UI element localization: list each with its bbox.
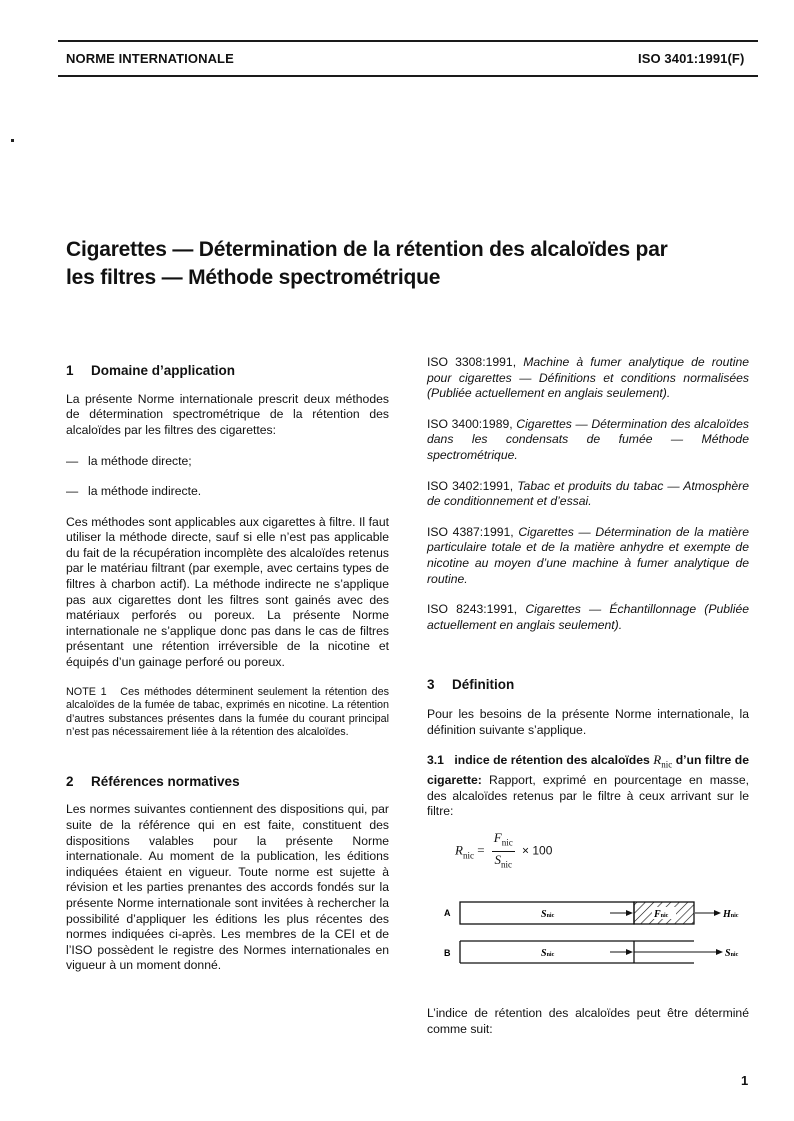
formula-lhs: R [455, 842, 463, 858]
filter-diagram [440, 895, 760, 967]
reference-item [427, 479, 749, 510]
header-standard-number: ISO 3401:1991(F) [638, 51, 745, 66]
note-label: NOTE 1 [66, 685, 107, 698]
section-2-heading [66, 774, 389, 790]
definition-3-1 [427, 752, 749, 820]
formula-lhs-sub: nic [462, 850, 474, 861]
section-number: 2 [66, 773, 74, 789]
reference-title: Tabac et produits du tabac — Atmosphère de conditionnement et d’essai. [427, 478, 749, 509]
document-title [66, 236, 746, 292]
section-2-body: Les normes suivantes contiennent des dispositions qui, par suite de la référence qui en est faite, constituent des dispositions valables pour la présente Norme internationale. Au moment de la publication, les éditions indiquées étaient en vigueur. Toute norme est sujette à révision et les parties prenantes des accords fondés sur la présente Norme internationale sont invitées à rechercher la possibilité d’appliquer les éditions les plus récentes des normes indiquées ci-après. Les membres de la CEI et de l’ISO possèdent le registre des Normes internationales en vigueur à un moment donné. [66, 802, 389, 973]
section-title: Domaine d’application [91, 363, 236, 378]
closing-paragraph [427, 1006, 749, 1037]
dash: — [66, 454, 79, 469]
reference-code: ISO 3402:1991, [427, 478, 514, 493]
row-a-label: A [444, 908, 451, 918]
title-line-2: les filtres — Méthode spectrométrique [66, 266, 441, 289]
reference-code: ISO 8243:1991, [427, 602, 518, 617]
section-1-body: Ces méthodes sont applicables aux cigarettes à filtre. Il faut utiliser la méthode directe, sauf si elle n’est pas applicable du fait de la récupération incomplète des alcaloïdes retenus par le matériau filtrant (par exemple, avec certains types de filtres à charbon actif). La méthode indirecte ne s’applique pas aux cigarettes dont les filtres sont gainés avec des matériaux perforés ou poreux. La présente Norme internationale ne s’applique donc pas dans le cas de filtres présentant une rétention irréversible de la nicotine et équipés d’un gainage perforé ou poreux. [66, 514, 389, 669]
header-bottom-rule [58, 75, 758, 77]
definition-term: indice de rétention des alcaloïdes [454, 753, 650, 768]
header-top-rule [58, 40, 758, 42]
retention-formula: $R_{nic}$ = $\frac{F_{nic}}{S_{nic}}$ × 100 [455, 830, 749, 873]
header-document-type: NORME INTERNATIONALE [66, 51, 234, 66]
reference-item [427, 417, 749, 464]
list-item-text: la méthode indirecte. [88, 483, 202, 498]
list-item-text: la méthode directe; [88, 454, 192, 469]
definition-number: 3.1 [427, 753, 444, 768]
section-3-heading [427, 677, 749, 693]
title-line-1: Cigarettes — Détermination de la rétention des alcaloïdes par [66, 238, 668, 261]
reference-code: ISO 3400:1989, [427, 416, 513, 431]
reference-title: Cigarettes — Échantillonnage (Publiée actuellement en anglais seulement). [427, 602, 749, 632]
svg-text:Snic: Snic [541, 909, 555, 920]
definition-symbol: $R_{nic}$ [653, 752, 673, 770]
svg-text:Snic: Snic [725, 948, 739, 959]
row-b-label: B [444, 948, 451, 958]
section-title: Références normatives [91, 773, 240, 789]
list-item [66, 484, 389, 500]
formula-fraction: $\frac{F_{nic}}{S_{nic}}$ [493, 830, 513, 870]
right-column [427, 355, 749, 873]
list-item [66, 454, 389, 470]
section-title: Définition [452, 677, 515, 693]
reference-title: Machine à fumer analytique de routine pour cigarettes — Définitions et conditions normalisées (Publiée actuellement en anglais seulement). [427, 355, 750, 401]
section-number: 1 [66, 363, 74, 378]
left-column [66, 363, 389, 974]
note-1 [66, 686, 389, 740]
reference-code: ISO 4387:1991, [427, 524, 514, 539]
reference-title: Cigarettes — Détermination des alcaloïdes dans les condensats de fumée — Méthode spectrométrique. [427, 416, 749, 462]
definition-term-suffix: d’un filtre de cigarette: [427, 753, 750, 788]
note-text: Ces méthodes déterminent seulement la rétention des alcaloïdes de la fumée de tabac, exprimés en nicotine. La rétention d’autres substances présentes dans la fumée du courant principal n’est pas nécessairement liée à la rétention des alcaloïdes. [66, 685, 390, 739]
formula-factor: × 100 [522, 843, 553, 858]
svg-text:Snic: Snic [541, 948, 555, 959]
svg-text:Fnic: Fnic [654, 909, 669, 920]
reference-code: ISO 3308:1991, [427, 355, 517, 369]
svg-text:Hnic: Hnic [723, 909, 739, 920]
dash: — [66, 483, 79, 498]
section-3-intro: Pour les besoins de la présente Norme internationale, la définition suivante s’applique. [427, 706, 749, 737]
reference-item [427, 525, 749, 587]
definition-text: Rapport, exprimé en pourcentage en masse, des alcaloïdes retenus par le filtre à ceux arrivant sur le filtre: [427, 773, 749, 819]
section-1-heading [66, 363, 389, 379]
section-number: 3 [427, 677, 435, 693]
reference-item [427, 355, 749, 402]
scan-speck [11, 139, 14, 142]
closing-text: L’indice de rétention des alcaloïdes peut être déterminé comme suit: [427, 1006, 749, 1036]
section-1-intro: La présente Norme internationale prescrit deux méthodes de détermination spectrométrique de la rétention des alcaloïdes par les filtres des cigarettes: [66, 391, 389, 437]
reference-title: Cigarettes — Détermination de la matière particulaire totale et de la matière anhydre et exempte de nicotine au moyen d’une machine à fumer analytique de routine. [427, 524, 749, 586]
reference-item [427, 602, 749, 633]
page-number: 1 [741, 1073, 749, 1088]
